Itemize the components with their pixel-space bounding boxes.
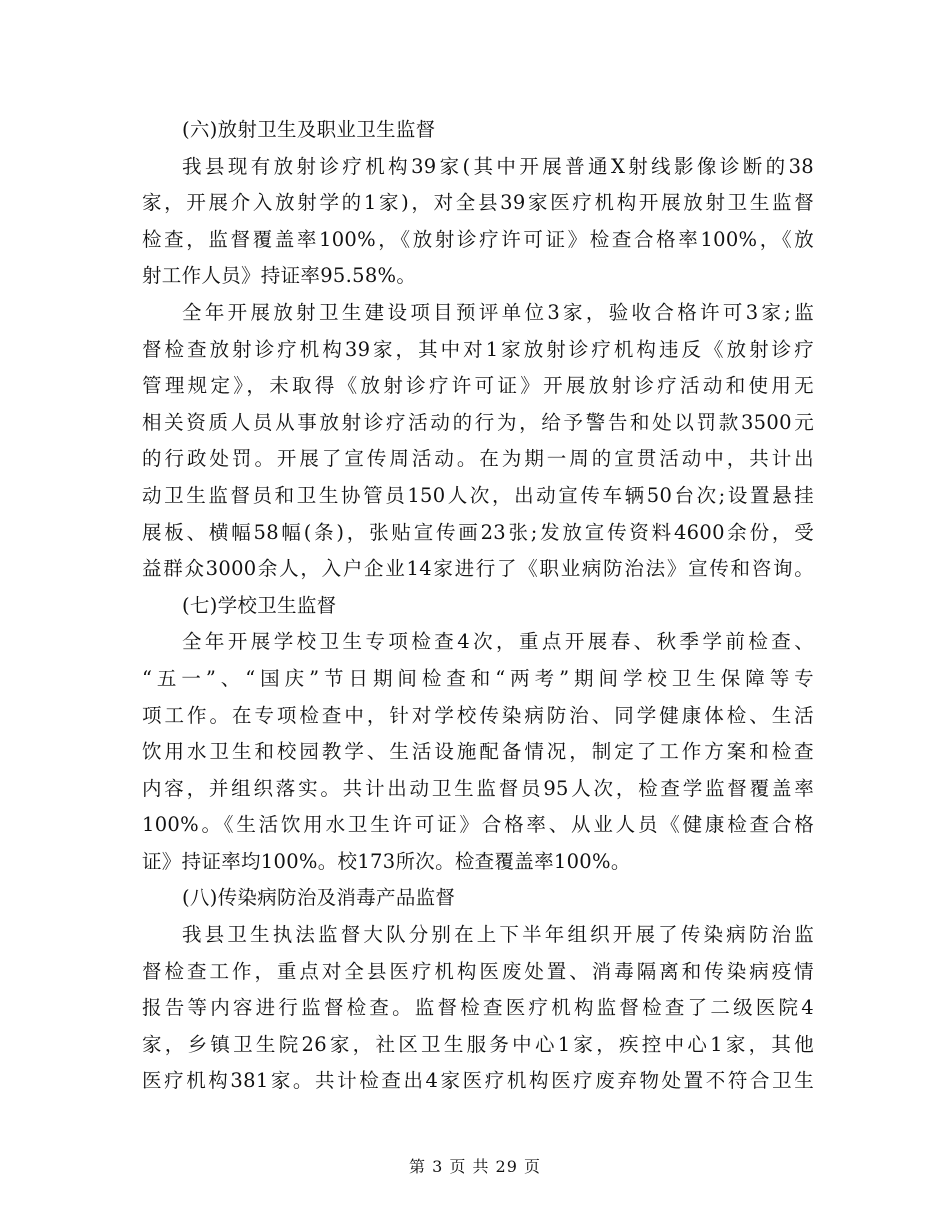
- text-line: 家，乡镇卫生院26家，社区卫生服务中心1家，疾控中心1家，其他: [142, 1032, 814, 1056]
- text-line: 动卫生监督员和卫生协管员150人次，出动宣传车辆50台次;设置悬挂: [142, 483, 814, 507]
- section-heading: (七)学校卫生监督: [182, 593, 337, 617]
- text-line: 的行政处罚。开展了宣传周活动。在为期一周的宣贯活动中，共计出: [142, 447, 814, 471]
- section-heading: (八)传染病防治及消毒产品监督: [182, 886, 456, 910]
- text-line: 内容，并组织落实。共计出动卫生监督员95人次，检查学监督覆盖率: [142, 776, 814, 800]
- text-line: 证》持证率均100%。校173所次。检查覆盖率100%。: [142, 849, 631, 873]
- text-line: 督检查放射诊疗机构39家，其中对1家放射诊疗机构违反《放射诊疗: [142, 337, 814, 361]
- text-line: 相关资质人员从事放射诊疗活动的行为，给予警告和处以罚款3500元: [142, 410, 814, 434]
- page-number-footer: 第 3 页 共 29 页: [409, 1157, 541, 1176]
- text-line: 饮用水卫生和校园教学、生活设施配备情况，制定了工作方案和检查: [142, 740, 814, 764]
- text-line: 家，开展介入放射学的1家)，对全县39家医疗机构开展放射卫生监督: [142, 191, 814, 215]
- text-line: 管理规定》，未取得《放射诊疗许可证》开展放射诊疗活动和使用无: [142, 374, 814, 398]
- text-line: 我县现有放射诊疗机构39家(其中开展普通X射线影像诊断的38: [182, 154, 814, 178]
- text-line: 全年开展放射卫生建设项目预评单位3家，验收合格许可3家;监: [182, 300, 814, 324]
- text-line: 检查，监督覆盖率100%，《放射诊疗许可证》检查合格率100%，《放: [142, 227, 814, 251]
- text-line: 100%。《生活饮用水卫生许可证》合格率、从业人员《健康检查合格: [142, 813, 814, 837]
- text-line: 医疗机构381家。共计检查出4家医疗机构医疗废弃物处置不符合卫生: [142, 1069, 814, 1093]
- text-line: 我县卫生执法监督大队分别在上下半年组织开展了传染病防治监: [182, 923, 814, 947]
- text-line: 展板、横幅58幅(条)，张贴宣传画23张;发放宣传资料4600余份，受: [142, 520, 814, 544]
- text-line: 督检查工作，重点对全县医疗机构医废处置、消毒隔离和传染病疫情: [142, 959, 814, 983]
- text-line: 射工作人员》持证率95.58%。: [142, 264, 417, 288]
- section-heading: (六)放射卫生及职业卫生监督: [182, 118, 436, 141]
- text-line: “五一”、“国庆”节日期间检查和“两考”期间学校卫生保障等专: [142, 666, 814, 690]
- text-line: 项工作。在专项检查中，针对学校传染病防治、同学健康体检、生活: [142, 703, 814, 727]
- document-body: [142, 112, 814, 1100]
- text-line: 报告等内容进行监督检查。监督检查医疗机构监督检查了二级医院4: [142, 996, 814, 1020]
- text-line: 益群众3000余人，入户企业14家进行了《职业病防治法》宣传和咨询。: [142, 557, 814, 581]
- text-line: 全年开展学校卫生专项检查4次，重点开展春、秋季学前检查、: [182, 630, 814, 654]
